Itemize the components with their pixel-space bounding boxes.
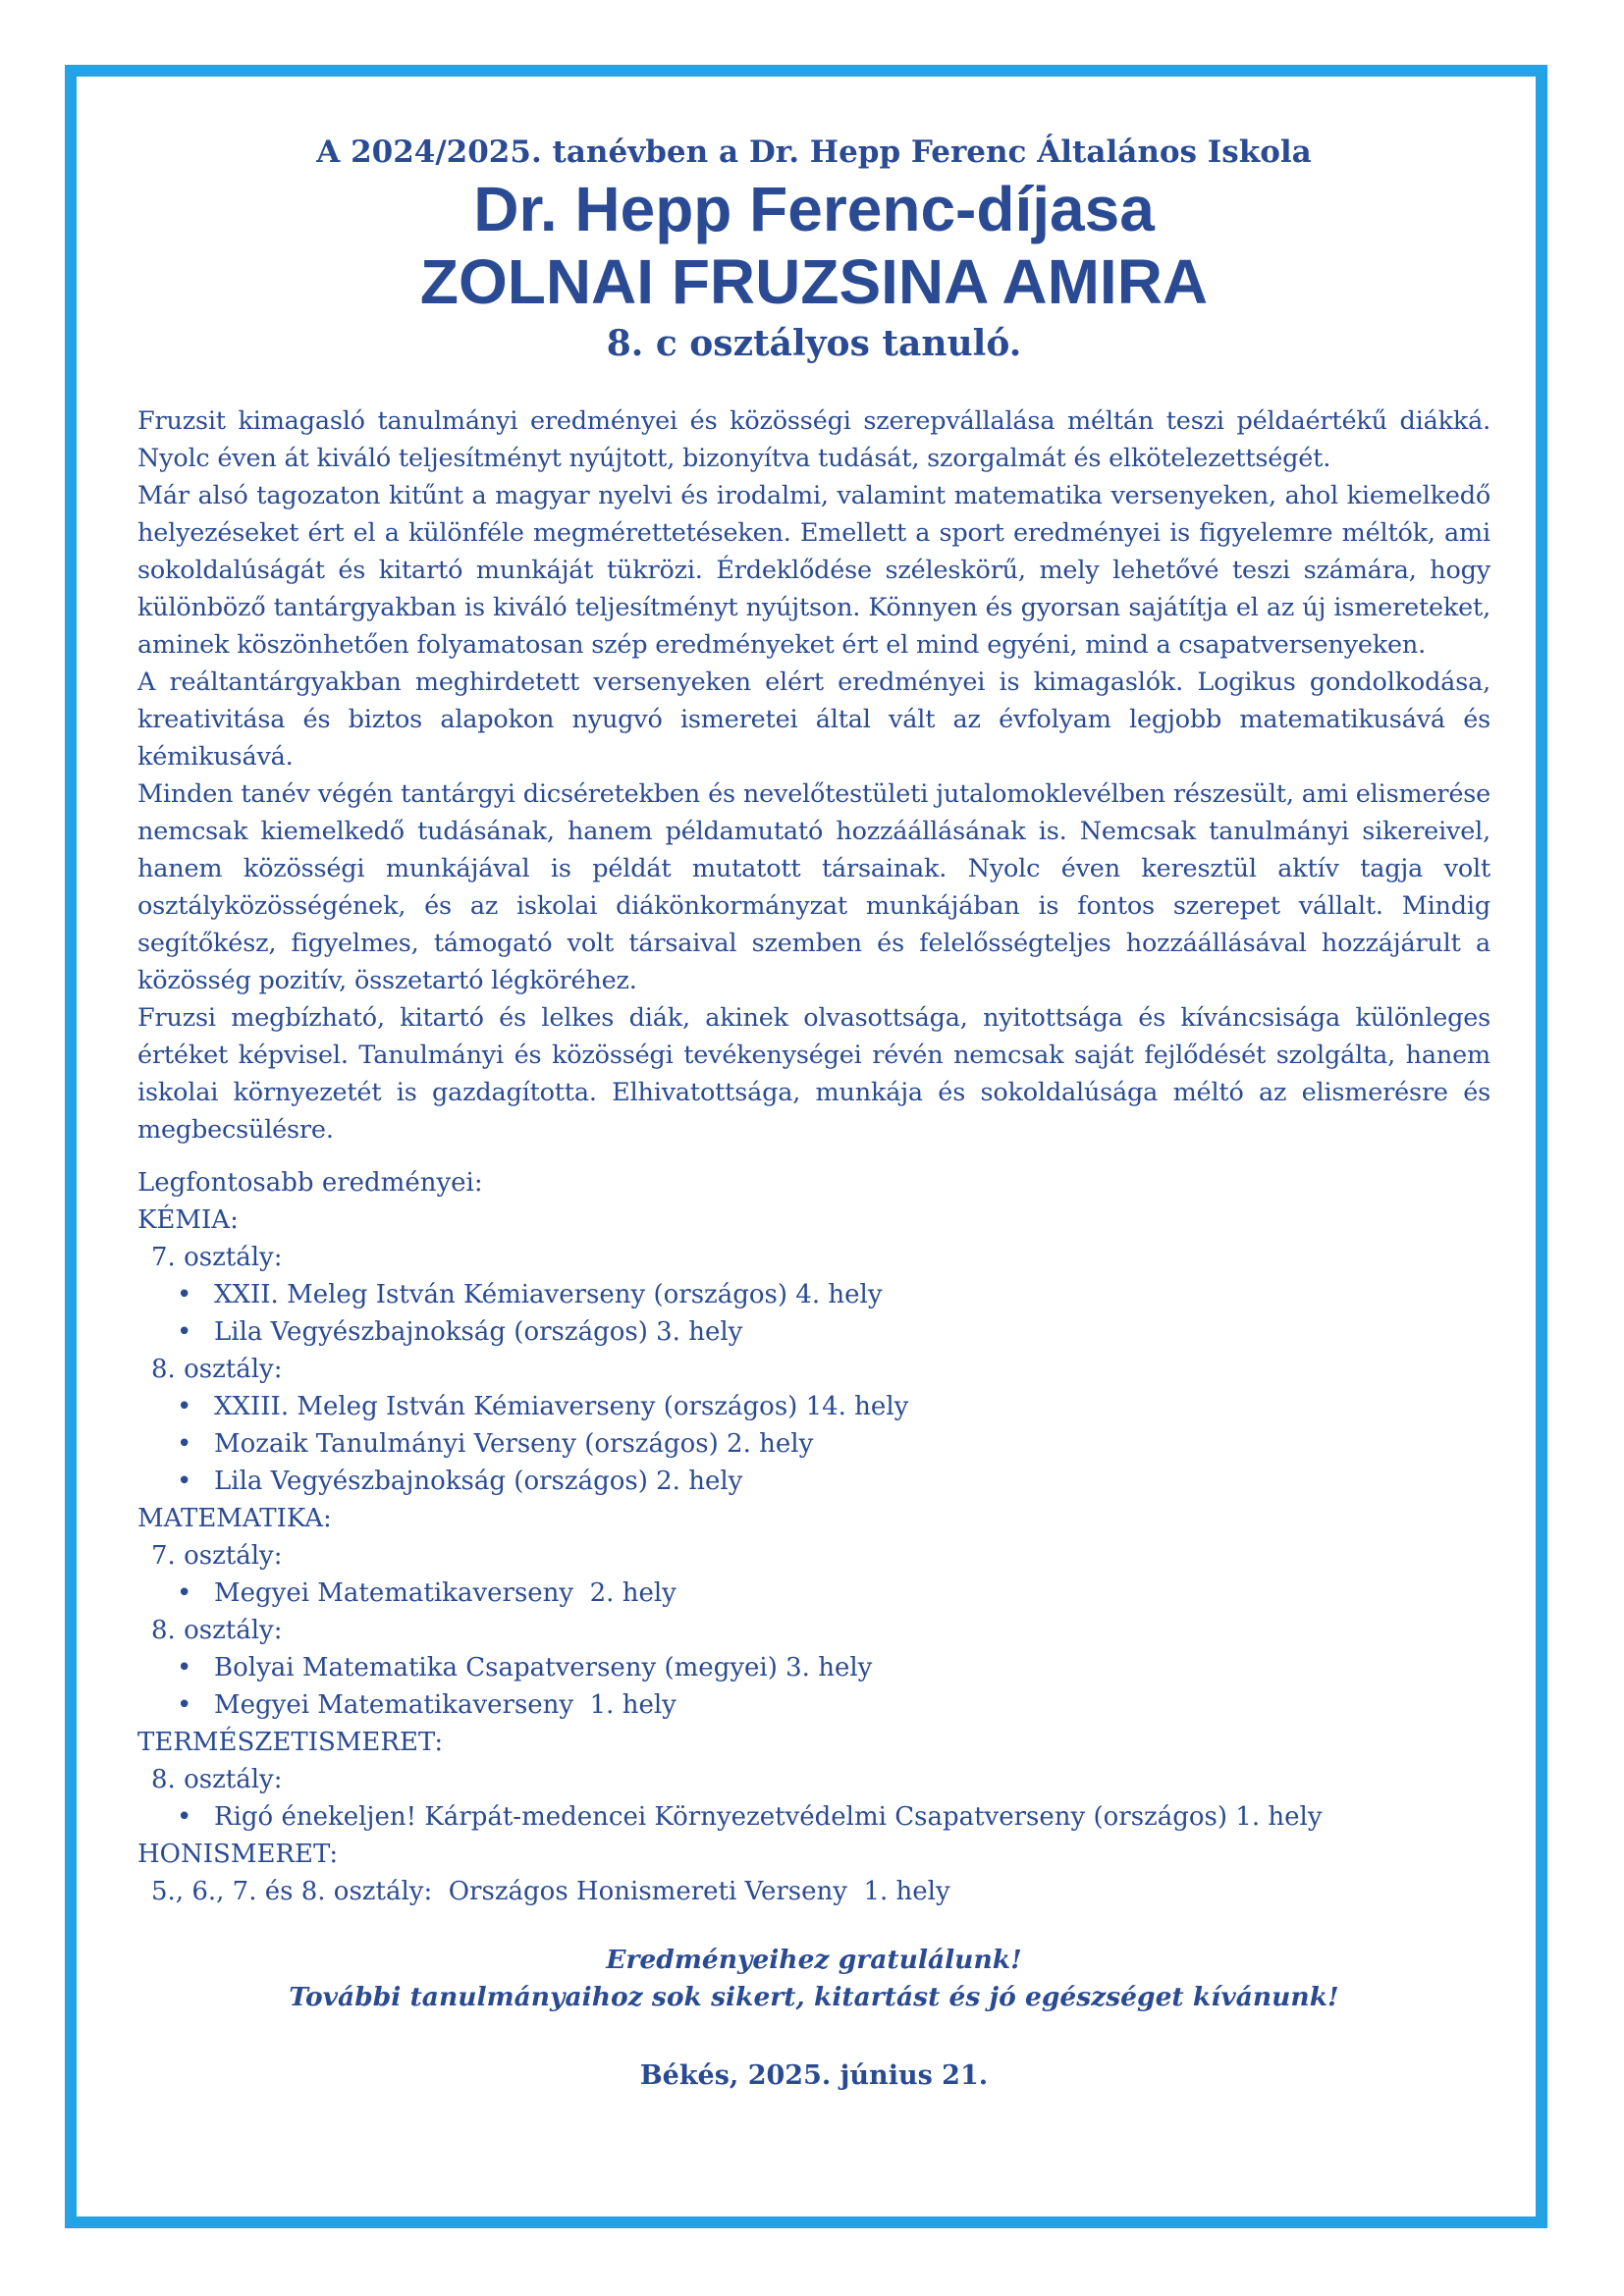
subject-heading: KÉMIA: <box>137 1205 239 1235</box>
bullet-icon: • <box>177 1802 192 1832</box>
bullet-icon: • <box>177 1280 192 1309</box>
student-class: 8. c osztályos tanuló. <box>606 323 1022 364</box>
grade-label: 8. osztály: <box>151 1765 283 1794</box>
grade-label: 8. osztály: <box>151 1355 283 1384</box>
document-body <box>137 132 1490 2095</box>
award-title: Dr. Hepp Ferenc-díjasa <box>473 174 1155 244</box>
place-and-date: Békés, 2025. június 21. <box>639 2060 989 2091</box>
bullet-icon: • <box>177 1653 192 1682</box>
paragraph: Már alsó tagozaton kitűnt a magyar nyelvi és irodalmi, valamint matematika versenyeken, ahol kiemelkedő helyezéseket ért el a különféle megmérettetéseken. Emellett a sport eredményei is figyelemre méltók, ami sokoldalúságát és kitartó munkáját tükrözi. Érdeklődése széleskörű, mely lehetővé teszi számára, hogy különböző tantárgyakban is kiváló teljesítményt nyújtson. Könnyen és gyorsan sajátítja el az új ismereteket, aminek köszönhetően folyamatosan szép eredményeket ért el mind egyéni, mind a csapatversenyeken. <box>137 481 1490 660</box>
congratulations <box>137 1942 1490 2016</box>
list-item: • XXII. Meleg István Kémiaverseny (országos) 4. hely <box>137 1276 1490 1313</box>
bullet-icon: • <box>177 1392 192 1421</box>
bullet-icon: • <box>177 1690 192 1720</box>
bullet-icon: • <box>177 1429 192 1459</box>
bullet-icon: • <box>177 1578 192 1608</box>
subject-heading: TERMÉSZETISMERET: <box>137 1728 444 1757</box>
subject-heading: MATEMATIKA: <box>137 1504 332 1533</box>
school-year-line: A 2024/2025. tanévben a Dr. Hepp Ferenc Általános Iskola <box>316 134 1312 170</box>
paragraph: Fruzsit kimagasló tanulmányi eredményei és közösségi szerepvállalása méltán teszi példaértékű diákká. Nyolc éven át kiváló teljesítményt nyújtott, bizonyítva tudását, szorgalmát és elkötelezettségét. <box>137 406 1490 473</box>
subject-heading: HONISMERET: <box>137 1840 339 1869</box>
grade-label: 8. osztály: <box>151 1616 283 1645</box>
list-item: • Lila Vegyészbajnokság (országos) 3. hely <box>137 1313 1490 1351</box>
grade-label: 7. osztály: <box>151 1541 283 1571</box>
results-heading: Legfontosabb eredményei: <box>137 1168 483 1198</box>
paragraph: Fruzsi megbízható, kitartó és lelkes diák, akinek olvasottsága, nyitottsága és kíváncsisága különleges értéket képvisel. Tanulmányi és közösségi tevékenységei révén nemcsak saját fejlődését szolgálta, hanem iskolai környezetét is gazdagította. Elhivatottsága, munkája és sokoldalúsága méltó az elismerésre és megbecsülésre. <box>137 1003 1490 1145</box>
closing-line: További tanulmányaihoz sok sikert, kitartást és jó egészséget kívánunk! <box>289 1982 1339 2012</box>
grade-label: 7. osztály: <box>151 1243 283 1272</box>
list-item: • Megyei Matematikaverseny 1. hely <box>137 1686 1490 1724</box>
paragraph: Minden tanév végén tantárgyi dicséretekben és nevelőtestületi jutalomoklevélben részesült, ami elismerése nemcsak kiemelkedő tudásának, hanem példamutató hozzáállásának is. Nemcsak tanulmányi sikereivel, hanem közösségi munkájával is példát mutatott társainak. Nyolc éven keresztül aktív tagja volt osztályközösségének, és az iskolai diákönkormányzat munkájában is fontos szerepet vállalt. Mindig segítőkész, figyelmes, támogató volt társaival szemben és felelősségteljes hozzáállásával hozzájárult a közösség pozitív, összetartó légköréhez. <box>137 779 1490 995</box>
grade-label: 5., 6., 7. és 8. osztály: Országos Honismereti Verseny 1. hely <box>151 1877 950 1906</box>
list-item: • Rigó énekeljen! Kárpát-medencei Környezetvédelmi Csapatverseny (országos) 1. hely <box>137 1798 1490 1836</box>
bullet-icon: • <box>177 1317 192 1347</box>
list-item: • Mozaik Tanulmányi Verseny (országos) 2. hely <box>137 1425 1490 1463</box>
bullet-icon: • <box>177 1467 192 1496</box>
paragraph: A reáltantárgyakban meghirdetett versenyeken elért eredményei is kimagaslók. Logikus gondolkodása, kreativitása és biztos alapokon nyugvó ismeretei által vált az évfolyam legjobb matematikusává és kémikusává. <box>137 667 1490 772</box>
results-list <box>137 1201 1490 1910</box>
list-item: • Megyei Matematikaverseny 2. hely <box>137 1575 1490 1612</box>
laudation-text <box>137 402 1490 1148</box>
list-item: • XXIII. Meleg István Kémiaverseny (országos) 14. hely <box>137 1388 1490 1425</box>
list-item: • Bolyai Matematika Csapatverseny (megyei) 3. hely <box>137 1649 1490 1686</box>
closing-line: Eredményeihez gratulálunk! <box>606 1945 1022 1975</box>
list-item: • Lila Vegyészbajnokság (országos) 2. hely <box>137 1463 1490 1500</box>
student-name: ZOLNAI FRUZSINA AMIRA <box>419 246 1209 317</box>
